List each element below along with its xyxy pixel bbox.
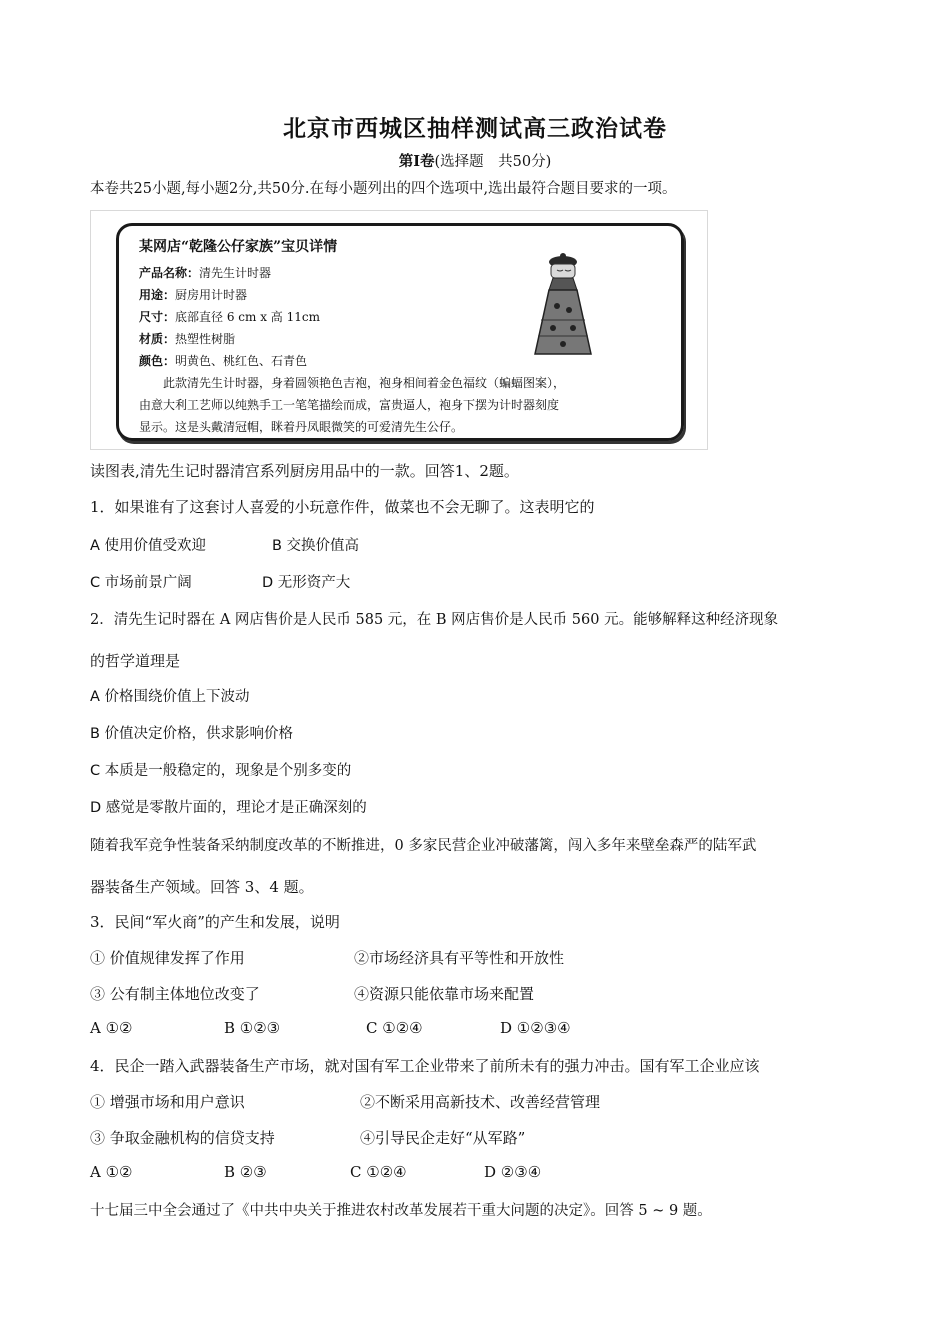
- passage-2-continued: 器装备生产领域。回答 3、4 题。: [90, 878, 314, 896]
- q3-option-b: B ①②③: [224, 1019, 281, 1037]
- figure-description-line: 此款清先生计时器，身着圆领艳色吉袍，袍身相间着金色福纹（蝙蝠图案），: [139, 376, 566, 390]
- row-label: 颜色：: [139, 354, 176, 368]
- q4-item-1: ① 增强市场和用户意识: [90, 1093, 245, 1111]
- figure-description-line: 显示。这是头戴清冠帽，眯着丹凤眼微笑的可爱清先生公仔。: [139, 420, 464, 434]
- passage-2: 随着我军竞争性装备采纳制度改革的不断推进，0 多家民营企业冲破藩篱，闯入多年来壁垒森严的陆军武: [90, 838, 757, 854]
- row-value: 厨房用计时器: [175, 288, 248, 302]
- q4-option-d: D ②③④: [484, 1163, 542, 1181]
- row-label: 用途：: [139, 288, 176, 302]
- q1-option-a: A 使用价值受欢迎: [90, 538, 207, 554]
- q2-option-d: D 感觉是零散片面的，理论才是正确深刻的: [90, 800, 367, 816]
- q1-option-c: C 市场前景广阔: [90, 575, 192, 591]
- q3-item-1: ① 价值规律发挥了作用: [90, 949, 245, 967]
- q3-option-d: D ①②③④: [500, 1019, 571, 1037]
- product-detail-card: [116, 223, 684, 441]
- q4-item-4: ④引导民企走好“从军路”: [360, 1129, 526, 1147]
- question-2-stem-continued: 的哲学道理是: [90, 652, 181, 670]
- section-heading: [0, 150, 950, 171]
- figurine-image: [527, 250, 599, 360]
- q2-option-b: B 价值决定价格，供求影响价格: [90, 726, 294, 742]
- passage-1: 读图表,清先生记时器清宫系列厨房用品中的一款。回答1、2题。: [90, 462, 519, 480]
- q4-item-2: ②不断采用高新技术、改善经营管理: [360, 1093, 601, 1111]
- q4-item-3: ③ 争取金融机构的信贷支持: [90, 1129, 275, 1147]
- figure-description-line: 由意大利工艺师以纯熟手工一笔笔描绘而成，富贵逼人，袍身下摆为计时器刻度: [139, 398, 560, 412]
- row-value: 明黄色、桃红色、石青色: [175, 354, 308, 368]
- section-instructions: 本卷共25小题,每小题2分,共50分.在每小题列出的四个选项中,选出最符合题目要求的一项。: [90, 181, 677, 197]
- page-title: 北京市西城区抽样测试高三政治试卷: [283, 115, 667, 142]
- figure-row: [139, 330, 235, 347]
- q4-option-a: A ①②: [90, 1163, 133, 1181]
- q3-item-4: ④资源只能依靠市场来配置: [354, 985, 535, 1003]
- question-3-stem: 3．民间“军火商”的产生和发展，说明: [90, 913, 340, 931]
- question-4-stem: 4．民企一踏入武器装备生产市场，就对国有军工企业带来了前所未有的强力冲击。国有军工企业应该: [90, 1057, 760, 1075]
- row-label: 产品名称：: [139, 266, 200, 280]
- q3-option-a: A ①②: [90, 1019, 133, 1037]
- row-label: 尺寸：: [139, 310, 176, 324]
- q4-option-b: B ②③: [224, 1163, 267, 1181]
- row-value: 热塑性树脂: [175, 332, 236, 346]
- section-name: 第Ⅰ卷: [398, 153, 435, 170]
- passage-3: 十七届三中全会通过了《中共中央关于推进农村改革发展若干重大问题的决定》。回答 5 ~ 9 题。: [90, 1203, 712, 1219]
- figure-heading: 某网店“乾隆公仔家族”宝贝详情: [139, 239, 338, 255]
- question-2-stem: 2．清先生记时器在 A 网店售价是人民币 585 元，在 B 网店售价是人民币 560 元。能够解释这种经济现象: [90, 612, 779, 628]
- q1-option-b: B 交换价值高: [272, 538, 360, 554]
- figure-row: [139, 352, 307, 369]
- row-value: 底部直径 6 cm x 高 11cm: [175, 310, 320, 324]
- q2-option-a: A 价格围绕价值上下波动: [90, 689, 250, 705]
- q3-item-2: ②市场经济具有平等性和开放性: [354, 949, 565, 967]
- q4-option-c: C ①②④: [350, 1163, 407, 1181]
- q3-option-c: C ①②④: [366, 1019, 423, 1037]
- figure-row: [139, 286, 247, 303]
- row-label: 材质：: [139, 332, 176, 346]
- row-value: 清先生计时器: [199, 266, 272, 280]
- q3-item-3: ③ 公有制主体地位改变了: [90, 985, 260, 1003]
- q2-option-c: C 本质是一般稳定的，现象是个别多变的: [90, 763, 352, 779]
- product-figure: [90, 210, 708, 450]
- section-detail: (选择题 共50分): [434, 154, 552, 170]
- figure-row: [139, 308, 320, 325]
- question-1-stem: 1．如果谁有了这套讨人喜爱的小玩意作件，做菜也不会无聊了。这表明它的: [90, 498, 595, 516]
- figure-row: [139, 264, 271, 281]
- q1-option-d: D 无形资产大: [262, 575, 351, 591]
